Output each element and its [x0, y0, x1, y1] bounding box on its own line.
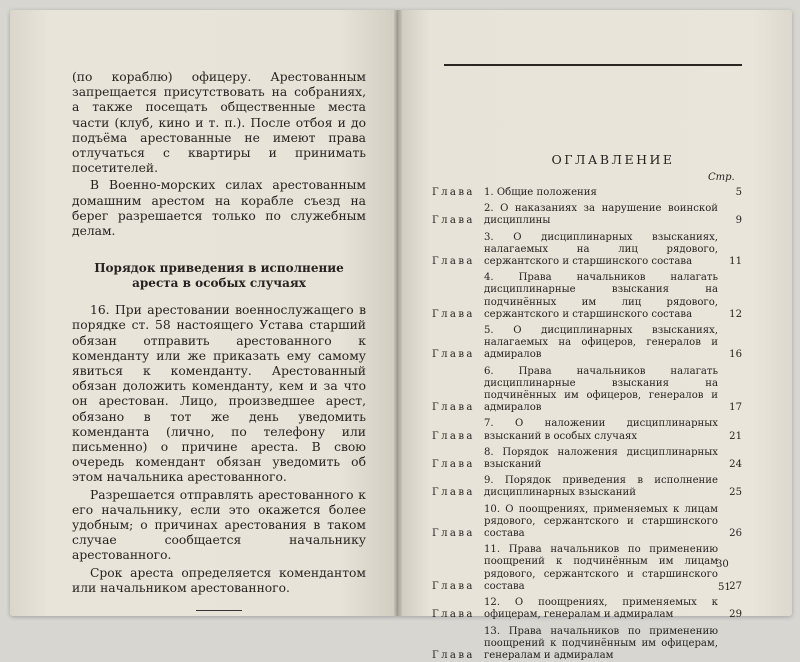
toc-entry [432, 203, 742, 227]
toc-entry-title: 1. Общие положения [484, 187, 718, 199]
toc-chapter-label: Глава [432, 650, 484, 662]
toc-entry [432, 597, 742, 621]
left-page [10, 10, 398, 616]
toc-entry-page: 9 [718, 215, 742, 227]
toc-entry-page: 24 [718, 459, 742, 471]
toc-chapter-label: Глава [432, 528, 484, 540]
toc-entry [432, 418, 742, 442]
toc-chapter-label: Глава [432, 402, 484, 414]
toc-chapter-label: Глава [432, 609, 484, 621]
toc-entry [432, 272, 742, 321]
toc-entry [432, 544, 742, 593]
paragraph: Разрешается отправлять арестованного к его начальнику, если это окажется более удобным; о причинах арестования в таком случае сообщается начальнику арестованного. [72, 488, 366, 564]
toc-entry-title: 11. Права начальников по применению поощрений к подчинённым им лицам рядового, сержантского и старшинского состава [484, 544, 718, 593]
toc-entry-page: 25 [718, 487, 742, 499]
toc-entry [432, 626, 742, 662]
toc-entry-title: 9. Порядок приведения в исполнение дисциплинарных взысканий [484, 475, 718, 499]
toc-entry-page: 30 [716, 559, 729, 570]
toc-chapter-label: Глава [432, 459, 484, 471]
toc-entry-title: 3. О дисциплинарных взысканиях, налагаемых на лиц рядового, сержантского и старшинского состава [484, 232, 718, 269]
toc-chapter-label: Глава [432, 215, 484, 227]
end-rule [196, 610, 242, 611]
toc-entry-page: 5 [718, 187, 742, 199]
paragraph: Срок ареста определяется комендантом или начальником арестованного. [72, 566, 366, 596]
paragraph: В Военно-морских силах арестованным домашним арестом на корабле съезд на берег разрешается только по служебным делам. [72, 178, 366, 239]
book-gutter [394, 10, 402, 616]
toc-entry [432, 187, 742, 199]
toc-entry [432, 325, 742, 362]
toc-entry [432, 366, 742, 415]
toc-entry-title: 5. О дисциплинарных взысканиях, налагаемых на офицеров, генералов и адмиралов [484, 325, 718, 362]
toc-entry-page: 12 [718, 309, 742, 321]
toc-entry-title: 4. Права начальников налагать дисциплинарные взыскания на подчинённых им лиц рядового, сержантского и старшинского состава [484, 272, 718, 321]
toc-entry-page: 17 [718, 402, 742, 414]
open-book [10, 10, 792, 616]
page-column-label: Стр. [708, 172, 735, 183]
page-number: 51 [718, 582, 731, 593]
toc-entry-page: 21 [718, 431, 742, 443]
toc-entry [432, 475, 742, 499]
toc-entry-title: 7. О наложении дисциплинарных взысканий в особых случаях [484, 418, 718, 442]
toc-entry-page: 11 [718, 256, 742, 268]
toc-chapter-label: Глава [432, 256, 484, 268]
toc-entry-title: 10. О поощрениях, применяемых к лицам рядового, сержантского и старшинского состава [484, 504, 718, 541]
toc-title: ОГЛАВЛЕНИЕ [398, 152, 792, 167]
table-of-contents [432, 187, 742, 662]
toc-chapter-label: Глава [432, 431, 484, 443]
toc-chapter-label: Глава [432, 581, 484, 593]
toc-entry [432, 447, 742, 471]
toc-chapter-label: Глава [432, 487, 484, 499]
toc-entry [432, 232, 742, 269]
section-heading: Порядок приведения в исполнение ареста в особых случаях [72, 261, 366, 291]
toc-entry [432, 504, 742, 541]
toc-chapter-label: Глава [432, 309, 484, 321]
toc-entry-page: 16 [718, 349, 742, 361]
toc-entry-title: 2. О наказаниях за нарушение воинской дисциплины [484, 203, 718, 227]
toc-entry-title: 8. Порядок наложения дисциплинарных взысканий [484, 447, 718, 471]
toc-chapter-label: Глава [432, 349, 484, 361]
paragraph: 16. При арестовании военнослужащего в порядке ст. 58 настоящего Устава старший обязан отправить арестованного к коменданту или же приказать ему самому явиться к коменданту. Арестованный обязан доложить коменданту, кем и за что он арестован. Лицо, произведшее арест, обязано в тот же день уведомить коменданта (лично, по телефону или письменно) о причине ареста. В свою очередь комендант обязан уведомить об этом начальника арестованного. [72, 303, 366, 485]
toc-entry-page: 27 [718, 581, 742, 593]
toc-entry-title: 6. Права начальников налагать дисциплинарные взыскания на подчинённых им офицеров, генералов и адмиралов [484, 366, 718, 415]
left-page-text [72, 70, 366, 611]
right-page [398, 10, 792, 616]
toc-chapter-label: Глава [432, 187, 484, 199]
toc-entry-title: 13. Права начальников по применению поощрений к подчинённым им офицерам, генералам и адмиралам [484, 626, 718, 662]
top-rule [444, 64, 742, 66]
toc-entry-page: 26 [718, 528, 742, 540]
paragraph: (по кораблю) офицеру. Арестованным запрещается присутствовать на собраниях, а также посещать общественные места части (клуб, кино и т. п.). После отбоя и до подъёма арестованные не имеют права отлучаться с квартиры и принимать посетителей. [72, 70, 366, 176]
toc-entry-title: 12. О поощрениях, применяемых к офицерам, генералам и адмиралам [484, 597, 718, 621]
toc-entry-page: 29 [718, 609, 742, 621]
